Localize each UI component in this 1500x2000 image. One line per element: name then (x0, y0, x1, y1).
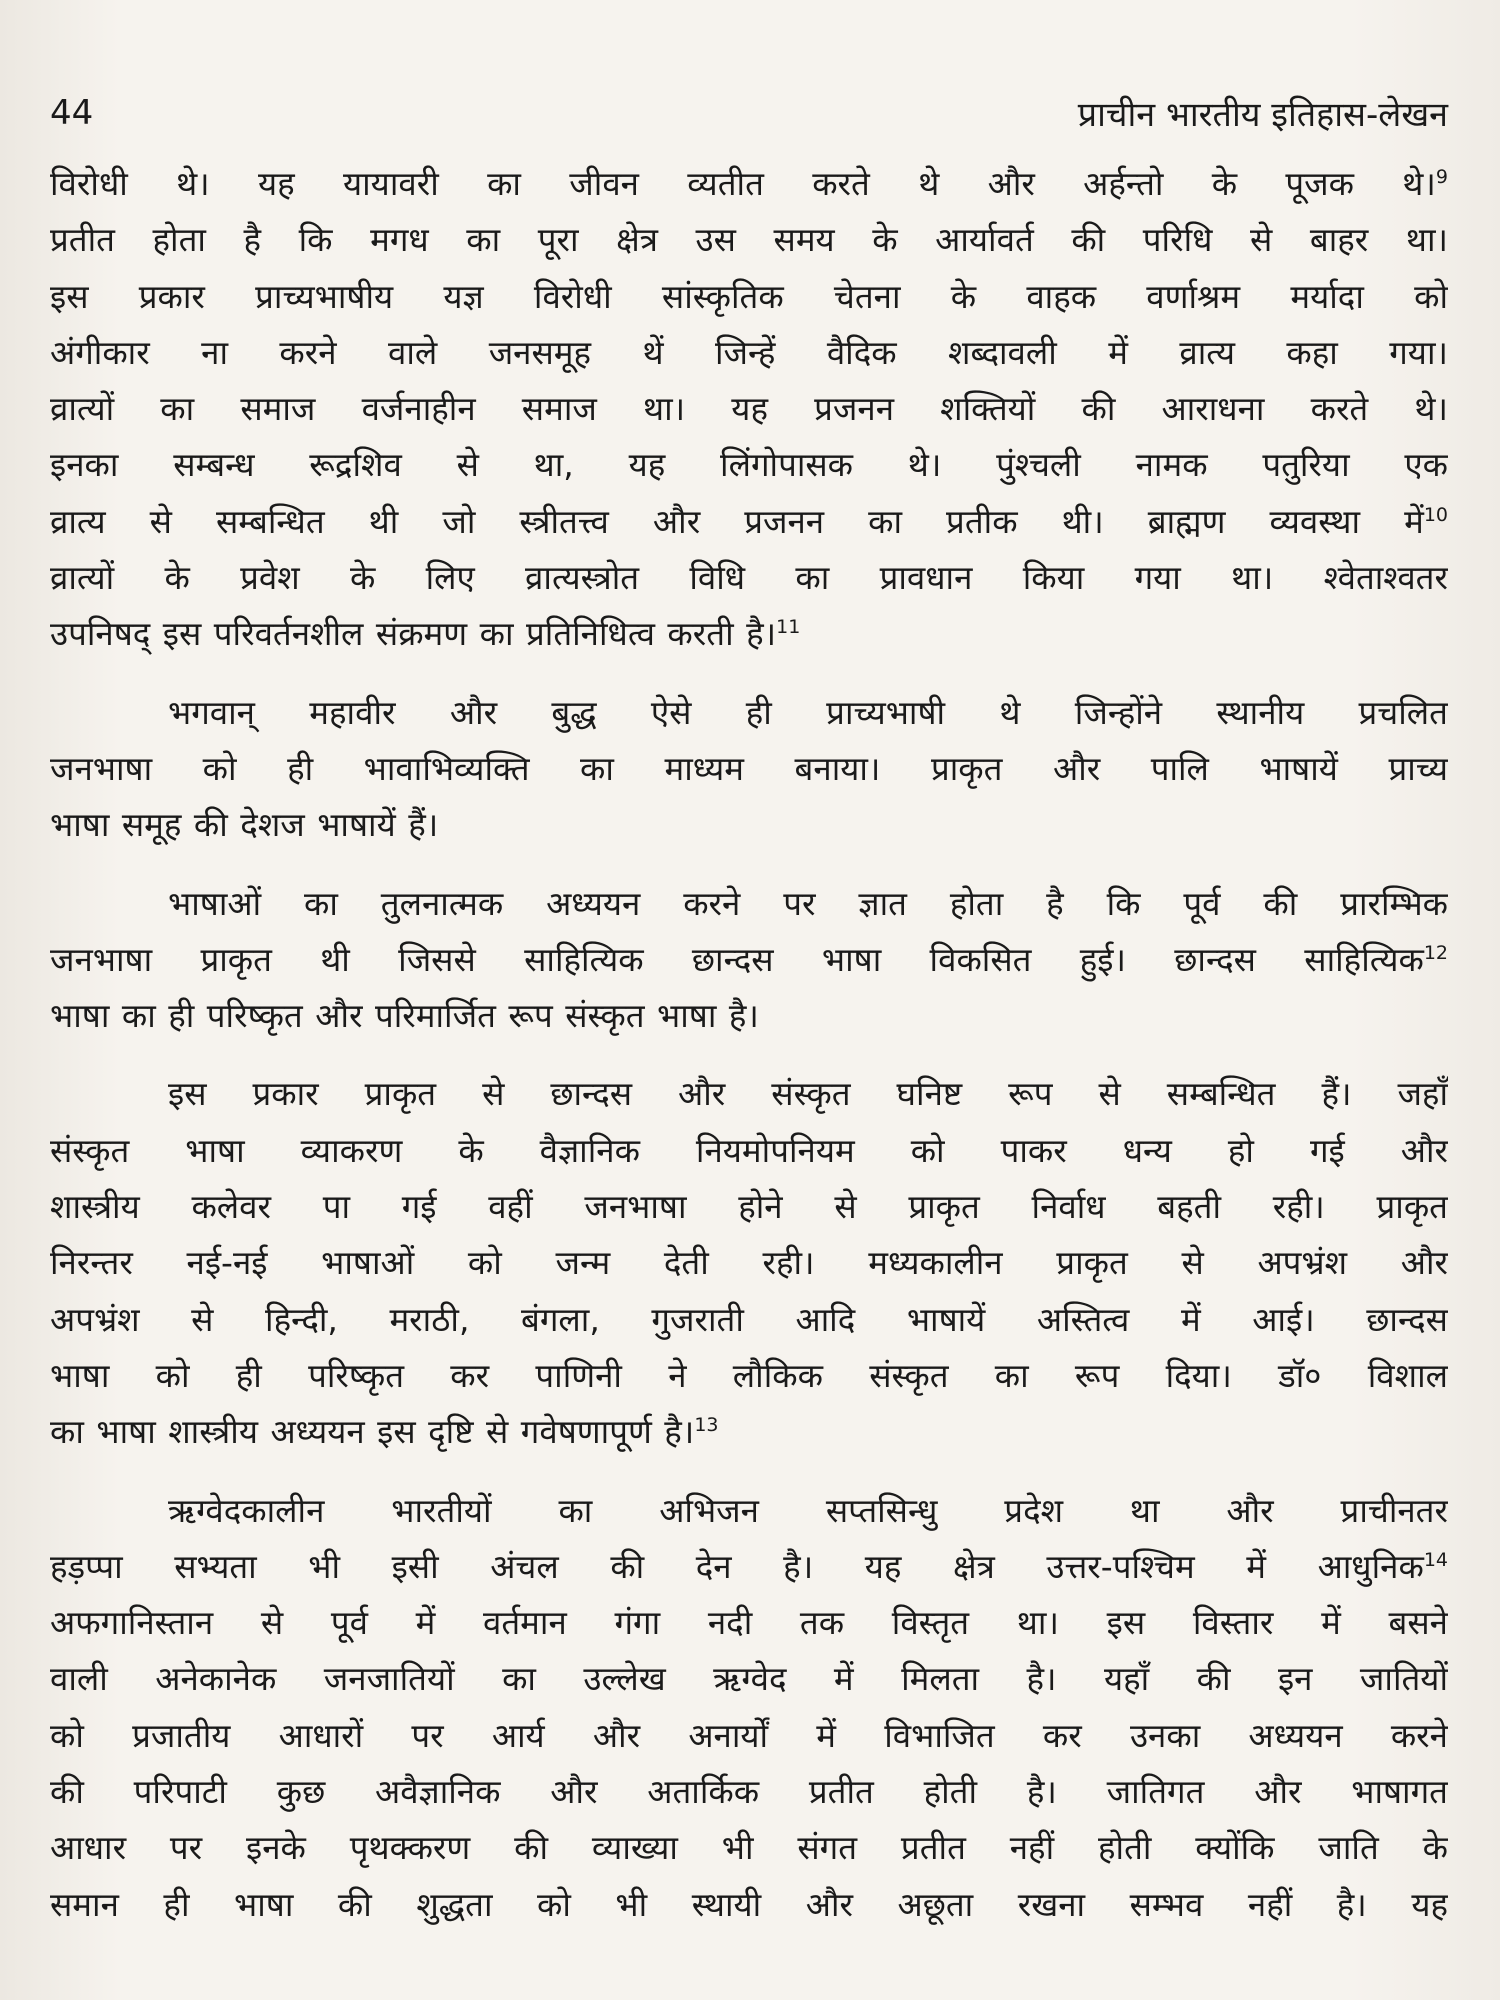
text-line: भाषा को ही परिष्कृत कर पाणिनी ने लौकिक संस्कृत का रूप दिया। डॉ० विशाल (50, 1355, 1448, 1395)
text-line: भाषाओं का तुलनात्मक अध्ययन करने पर ज्ञात होता है कि पूर्व की प्रारम्भिक (168, 883, 1448, 923)
text-line: का भाषा शास्त्रीय अध्ययन इस दृष्टि से गवेषणापूर्ण है।$^{13}$ (50, 1412, 719, 1452)
text-line: प्रतीत होता है कि मगध का पूरा क्षेत्र उस समय के आर्यावर्त की परिधि से बाहर था। (50, 220, 1448, 260)
footnote-ref: 10 (1423, 503, 1448, 526)
text-line: शास्त्रीय कलेवर पा गई वहीं जनभाषा होने से प्राकृत निर्वाध बहती रही। प्राकृत (50, 1187, 1448, 1227)
text-line: भाषा समूह की देशज भाषायें हैं। (50, 805, 439, 845)
text-line: उपनिषद् इस परिवर्तनशील संक्रमण का प्रतिनिधित्व करती है।$^{11}$ (50, 614, 801, 654)
text-line: समान ही भाषा की शुद्धता को भी स्थायी और अछूता रखना सम्भव नहीं है। यह (50, 1884, 1448, 1924)
paragraph-2 (50, 685, 1448, 854)
paragraph-5 (50, 1483, 1448, 1933)
text-line: अफगानिस्तान से पूर्व में वर्तमान गंगा नदी तक विस्तृत था। इस विस्तार में बसने (50, 1603, 1448, 1643)
footnote-ref: 12 (1423, 941, 1448, 964)
body-text (50, 156, 1448, 1933)
text-line: विरोधी थे। यह यायावरी का जीवन व्यतीत करते थे और अर्हन्तो के पूजक थे।$^9$ (50, 164, 1448, 203)
running-title: प्राचीन भारतीय इतिहास-लेखन (1077, 95, 1448, 135)
footnote-ref: 9 (1435, 166, 1448, 188)
text-line: भगवान् महावीर और बुद्ध ऐसे ही प्राच्यभाषी थे जिन्होंने स्थानीय प्रचलित (168, 692, 1448, 732)
footnote-ref: 14 (1423, 1548, 1448, 1571)
text-line: व्रात्यों के प्रवेश के लिए व्रात्यस्त्रोत विधि का प्रावधान किया गया था। श्वेताश्वतर (50, 558, 1448, 598)
paragraph-3 (50, 876, 1448, 1045)
text-line: इस प्रकार प्राकृत से छान्दस और संस्कृत घनिष्ट रूप से सम्बन्धित हैं। जहाँ (168, 1074, 1448, 1114)
text-line: जनभाषा को ही भावाभिव्यक्ति का माध्यम बनाया। प्राकृत और पालि भाषायें प्राच्य (50, 748, 1448, 788)
text-line: की परिपाटी कुछ अवैज्ञानिक और अतार्किक प्रतीत होती है। जातिगत और भाषागत (50, 1772, 1448, 1812)
text-line: आधार पर इनके पृथक्करण की व्याख्या भी संगत प्रतीत नहीं होती क्योंकि जाति के (50, 1828, 1448, 1868)
text-line: व्रात्यों का समाज वर्जनाहीन समाज था। यह प्रजनन शक्तियों की आराधना करते थे। (50, 389, 1448, 429)
text-line: अपभ्रंश से हिन्दी, मराठी, बंगला, गुजराती आदि भाषायें अस्तित्व में आई। छान्दस (50, 1299, 1448, 1339)
text-line: वाली अनेकानेक जनजातियों का उल्लेख ऋग्वेद में मिलता है। यहाँ की इन जातियों (50, 1659, 1448, 1699)
text-line: भाषा का ही परिष्कृत और परिमार्जित रूप संस्कृत भाषा है। (50, 996, 759, 1036)
text-line: इनका सम्बन्ध रूद्रशिव से था, यह लिंगोपासक थे। पुंश्चली नामक पतुरिया एक (50, 445, 1448, 485)
text-line: जनभाषा प्राकृत थी जिससे साहित्यिक छान्दस भाषा विकसित हुई। छान्दस साहित्यिक$^{12}$ (50, 939, 1448, 979)
text-line: निरन्तर नई-नई भाषाओं को जन्म देती रही। मध्यकालीन प्राकृत से अपभ्रंश और (50, 1243, 1448, 1283)
page-header (50, 88, 1448, 138)
text-line: व्रात्य से सम्बन्धित थी जो स्त्रीतत्त्व और प्रजनन का प्रतीक थी। ब्राह्मण व्यवस्था में$^{10}$ (50, 501, 1448, 541)
page-number: 44 (50, 93, 94, 133)
footnote-ref: 11 (776, 616, 801, 639)
text-line: हड़प्पा सभ्यता भी इसी अंचल की देन है। यह क्षेत्र उत्तर-पश्चिम में आधुनिक$^{14}$ (50, 1546, 1448, 1586)
paragraph-4 (50, 1066, 1448, 1460)
footnote-ref: 13 (694, 1414, 719, 1437)
paragraph-1 (50, 156, 1448, 663)
text-line: संस्कृत भाषा व्याकरण के वैज्ञानिक नियमोपनियम को पाकर धन्य हो गई और (50, 1130, 1448, 1170)
text-line: इस प्रकार प्राच्यभाषीय यज्ञ विरोधी सांस्कृतिक चेतना के वाहक वर्णाश्रम मर्यादा को (50, 276, 1448, 316)
text-line: अंगीकार ना करने वाले जनसमूह थें जिन्हें वैदिक शब्दावली में व्रात्य कहा गया। (50, 332, 1448, 372)
text-line: ऋग्वेदकालीन भारतीयों का अभिजन सप्तसिन्धु प्रदेश था और प्राचीनतर (168, 1490, 1448, 1530)
text-line: को प्रजातीय आधारों पर आर्य और अनार्यों में विभाजित कर उनका अध्ययन करने (50, 1715, 1448, 1755)
